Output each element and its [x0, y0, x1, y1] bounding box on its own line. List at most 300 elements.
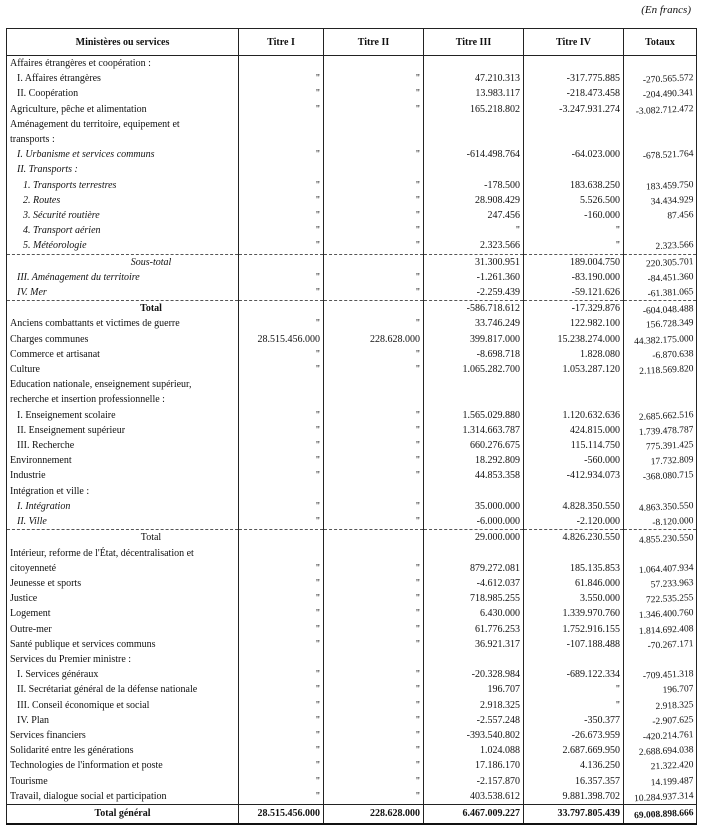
- titre-2-value: ": [324, 606, 424, 621]
- titre-4-value: 9.881.398.702: [524, 789, 624, 805]
- row-label: Services financiers: [7, 728, 239, 743]
- titre-2-value: [324, 254, 424, 270]
- row-label: I. Enseignement scolaire: [7, 408, 239, 423]
- titre-3-value: -1.261.360: [424, 270, 524, 285]
- titre-1-value: ": [239, 208, 324, 223]
- titre-3-value: 1.024.088: [424, 743, 524, 758]
- table-row: [7, 774, 697, 789]
- row-label: IV. Mer: [7, 285, 239, 301]
- row-label: Sous-total: [7, 254, 239, 270]
- row-label: IV. Plan: [7, 713, 239, 728]
- titre-4-value: -350.377: [524, 713, 624, 728]
- row-label: Outre-mer: [7, 622, 239, 637]
- total-value: -204.490.341: [623, 86, 697, 105]
- titre-4-value: ": [524, 238, 624, 254]
- titre-3-value: 28.908.429: [424, 193, 524, 208]
- titre-1-value: ": [239, 682, 324, 697]
- titre-4-value: 4.826.230.550: [524, 530, 624, 546]
- row-label: 1. Transports terrestres: [7, 178, 239, 193]
- titre-1-value: ": [239, 713, 324, 728]
- titre-2-value: ": [324, 667, 424, 682]
- header-row: [7, 29, 697, 56]
- titre-1-value: ": [239, 789, 324, 805]
- titre-2-value: [324, 132, 424, 147]
- titre-3-value: -8.698.718: [424, 347, 524, 362]
- titre-3-value: 165.218.802: [424, 102, 524, 117]
- row-label: citoyenneté: [7, 561, 239, 576]
- titre-1-value: [239, 530, 324, 546]
- total-value: 1.739.478.787: [623, 423, 697, 442]
- titre-2-value: ": [324, 789, 424, 805]
- titre-4-value: 115.114.750: [524, 438, 624, 453]
- titre-4-value: 189.004.750: [524, 254, 624, 270]
- titre-1-value: [239, 162, 324, 177]
- total-value: 4.855.230.550: [623, 530, 697, 550]
- row-label: Total: [7, 301, 239, 317]
- titre-4-value: 5.526.500: [524, 193, 624, 208]
- titre-2-value: ": [324, 285, 424, 301]
- titre-1-value: ": [239, 514, 324, 530]
- table-row: [7, 423, 697, 438]
- header-titre-2: Titre II: [324, 29, 424, 56]
- table-row: [7, 347, 697, 362]
- row-label: Industrie: [7, 468, 239, 483]
- titre-3-value: [424, 484, 524, 499]
- total-value: 44.382.175.000: [623, 332, 697, 351]
- titre-3-value: 47.210.313: [424, 71, 524, 86]
- titre-4-value: 15.238.274.000: [524, 332, 624, 347]
- titre-2-value: ": [324, 758, 424, 773]
- row-label: Aménagement du territoire, equipement et: [7, 117, 239, 132]
- table-row: [7, 682, 697, 697]
- titre-3-value: -393.540.802: [424, 728, 524, 743]
- row-label: Anciens combattants et victimes de guerre: [7, 316, 239, 331]
- row-label: Tourisme: [7, 774, 239, 789]
- table-row: [7, 301, 697, 317]
- titre-3-value: 44.853.358: [424, 468, 524, 483]
- row-label: I. Affaires étrangères: [7, 71, 239, 86]
- row-label: II. Enseignement supérieur: [7, 423, 239, 438]
- titre-4-value: -560.000: [524, 453, 624, 468]
- header-titre-1: Titre I: [239, 29, 324, 56]
- table-row: [7, 71, 697, 86]
- titre-3-value: 1.065.282.700: [424, 362, 524, 377]
- table-row: [7, 223, 697, 238]
- titre-1-value: ": [239, 270, 324, 285]
- row-label: I. Intégration: [7, 499, 239, 514]
- titre-4-value: -59.121.626: [524, 285, 624, 301]
- table-row: [7, 499, 697, 514]
- titre-2-value: [324, 56, 424, 72]
- titre-4-value: [524, 392, 624, 407]
- titre-4-value: 3.550.000: [524, 591, 624, 606]
- titre-1-value: ": [239, 362, 324, 377]
- titre-4-value: 1.339.970.760: [524, 606, 624, 621]
- titre-2-value: [324, 301, 424, 317]
- titre-3-value: 33.746.249: [424, 316, 524, 331]
- titre-4-value: 1.120.632.636: [524, 408, 624, 423]
- titre-2-value: ": [324, 316, 424, 331]
- table-row: [7, 270, 697, 285]
- row-label: Agriculture, pêche et alimentation: [7, 102, 239, 117]
- titre-2-value: ": [324, 637, 424, 652]
- total-value: -709.451.318: [623, 667, 697, 686]
- row-label: Intégration et ville :: [7, 484, 239, 499]
- titre-1-value: ": [239, 591, 324, 606]
- titre-1-value: ": [239, 408, 324, 423]
- total-value: -604.048.488: [623, 301, 697, 321]
- total-value: -6.870.638: [623, 347, 697, 366]
- titre-3-value: 35.000.000: [424, 499, 524, 514]
- row-label: I. Urbanisme et services communs: [7, 147, 239, 162]
- titre-1-value: ": [239, 178, 324, 193]
- table-row: [7, 652, 697, 667]
- total-value: 2.688.694.038: [623, 743, 697, 762]
- total-value: 1.346.400.760: [623, 606, 697, 625]
- titre-1-value: ": [239, 316, 324, 331]
- total-value: -3.082.712.472: [623, 102, 697, 121]
- row-label: Affaires étrangères et coopération :: [7, 56, 239, 72]
- titre-3-value: -2.259.439: [424, 285, 524, 301]
- row-label: recherche et insertion professionnelle :: [7, 392, 239, 407]
- titre-3-value: 61.776.253: [424, 622, 524, 637]
- table-row: [7, 453, 697, 468]
- table-row: [7, 667, 697, 682]
- titre-1-value: ": [239, 667, 324, 682]
- table-row: [7, 530, 697, 546]
- row-label: 2. Routes: [7, 193, 239, 208]
- titre-4-value: -17.329.876: [524, 301, 624, 317]
- titre-4-value: ": [524, 682, 624, 697]
- titre-3-value: 879.272.081: [424, 561, 524, 576]
- titre-3-value: 718.985.255: [424, 591, 524, 606]
- titre-3-value: 2.323.566: [424, 238, 524, 254]
- titre-2-value: ": [324, 576, 424, 591]
- titre-4-value: ": [524, 698, 624, 713]
- titre-1-value: ": [239, 468, 324, 483]
- titre-2-value: [324, 530, 424, 546]
- table-row: [7, 468, 697, 483]
- titre-2-value: [324, 117, 424, 132]
- row-label: Total: [7, 530, 239, 546]
- titre-1-value: ": [239, 438, 324, 453]
- titre-4-value: 4.136.250: [524, 758, 624, 773]
- titre-1-value: ": [239, 499, 324, 514]
- titre-4-value: 122.982.100: [524, 316, 624, 331]
- titre-1-value: ": [239, 86, 324, 101]
- titre-3-value: -20.328.984: [424, 667, 524, 682]
- titre-1-value: ": [239, 285, 324, 301]
- titre-2-value: ": [324, 591, 424, 606]
- header-totals: Totaux: [624, 29, 697, 56]
- titre-4-value: -160.000: [524, 208, 624, 223]
- table-row: [7, 178, 697, 193]
- table-row: [7, 622, 697, 637]
- titre-2-value: ": [324, 453, 424, 468]
- titre-2-value: ": [324, 208, 424, 223]
- titre-2-value: ": [324, 147, 424, 162]
- titre-1-value: ": [239, 453, 324, 468]
- titre-3-value: [424, 162, 524, 177]
- table-row: [7, 546, 697, 561]
- header-ministry: Ministères ou services: [7, 29, 239, 56]
- titre-2-value: [324, 162, 424, 177]
- table-row: [7, 758, 697, 773]
- row-label: Justice: [7, 591, 239, 606]
- titre-3-value: -6.000.000: [424, 514, 524, 530]
- row-label: 3. Sécurité routière: [7, 208, 239, 223]
- titre-4-value: -26.673.959: [524, 728, 624, 743]
- titre-1-value: [239, 254, 324, 270]
- table-row: [7, 637, 697, 652]
- titre-2-value: [324, 546, 424, 561]
- table-row: [7, 698, 697, 713]
- titre-3-value: -586.718.612: [424, 301, 524, 317]
- table-row: [7, 743, 697, 758]
- total-value: 87.456: [623, 208, 697, 227]
- total-value: -70.267.171: [623, 637, 697, 656]
- titre-1-value: ": [239, 223, 324, 238]
- titre-3-value: 17.186.170: [424, 758, 524, 773]
- titre-4-value: 4.828.350.550: [524, 499, 624, 514]
- titre-3-value: 31.300.951: [424, 254, 524, 270]
- row-label: Logement: [7, 606, 239, 621]
- currency-unit: (En francs): [641, 4, 691, 16]
- titre-3-value: -2.557.248: [424, 713, 524, 728]
- table-row: [7, 408, 697, 423]
- titre-2-value: [324, 484, 424, 499]
- titre-2-value: ": [324, 423, 424, 438]
- titre-1-value: ": [239, 637, 324, 652]
- table-row: [7, 147, 697, 162]
- titre-3-value: -614.498.764: [424, 147, 524, 162]
- total-value: -678.521.764: [623, 147, 697, 166]
- titre-2-value: 228.628.000: [324, 804, 424, 824]
- titre-3-value: 247.456: [424, 208, 524, 223]
- table-row: [7, 56, 697, 72]
- titre-1-value: [239, 484, 324, 499]
- titre-3-value: 29.000.000: [424, 530, 524, 546]
- titre-2-value: ": [324, 347, 424, 362]
- titre-4-value: ": [524, 223, 624, 238]
- table-row: [7, 132, 697, 147]
- titre-2-value: ": [324, 728, 424, 743]
- titre-3-value: [424, 117, 524, 132]
- table-row: [7, 789, 697, 805]
- titre-4-value: 1.752.916.155: [524, 622, 624, 637]
- titre-2-value: [324, 377, 424, 392]
- titre-1-value: 28.515.456.000: [239, 332, 324, 347]
- titre-4-value: 33.797.805.439: [524, 804, 624, 824]
- titre-4-value: [524, 56, 624, 72]
- row-label: II. Coopération: [7, 86, 239, 101]
- titre-4-value: 183.638.250: [524, 178, 624, 193]
- table-row: [7, 102, 697, 117]
- titre-4-value: 61.846.000: [524, 576, 624, 591]
- titre-1-value: ": [239, 606, 324, 621]
- budget-table: [6, 28, 697, 825]
- total-value: 775.391.425: [623, 438, 697, 457]
- table-row: [7, 316, 697, 331]
- titre-3-value: 36.921.317: [424, 637, 524, 652]
- titre-2-value: ": [324, 86, 424, 101]
- table-row: [7, 362, 697, 377]
- total-value: 4.863.350.550: [623, 499, 697, 518]
- total-value: 17.732.809: [623, 453, 697, 472]
- total-value: -61.381.065: [623, 285, 697, 305]
- header-titre-4: Titre IV: [524, 29, 624, 56]
- table-row: [7, 728, 697, 743]
- titre-4-value: [524, 132, 624, 147]
- row-label: Technologies de l'information et poste: [7, 758, 239, 773]
- total-value: 1.064.407.934: [623, 561, 697, 580]
- total-value: -8.120.000: [623, 514, 697, 534]
- titre-2-value: ": [324, 238, 424, 254]
- titre-2-value: ": [324, 499, 424, 514]
- titre-2-value: ": [324, 223, 424, 238]
- row-label: III. Recherche: [7, 438, 239, 453]
- total-value: -270.565.572: [623, 71, 697, 90]
- titre-4-value: [524, 162, 624, 177]
- table-row: [7, 208, 697, 223]
- row-label: II. Transports :: [7, 162, 239, 177]
- titre-2-value: ": [324, 102, 424, 117]
- titre-4-value: 1.828.080: [524, 347, 624, 362]
- titre-2-value: ": [324, 408, 424, 423]
- titre-1-value: [239, 377, 324, 392]
- row-label: Education nationale, enseignement supérieur,: [7, 377, 239, 392]
- titre-1-value: ": [239, 561, 324, 576]
- total-value: -368.080.715: [623, 468, 697, 487]
- total-value: -2.907.625: [623, 713, 697, 732]
- titre-3-value: [424, 652, 524, 667]
- row-label: Jeunesse et sports: [7, 576, 239, 591]
- table-row: [7, 238, 697, 254]
- titre-3-value: -178.500: [424, 178, 524, 193]
- titre-4-value: [524, 546, 624, 561]
- total-value: 2.918.325: [623, 698, 697, 717]
- titre-3-value: [424, 132, 524, 147]
- row-label: Charges communes: [7, 332, 239, 347]
- titre-2-value: ": [324, 270, 424, 285]
- table-row: [7, 606, 697, 621]
- row-label: Santé publique et services communs: [7, 637, 239, 652]
- total-value: -420.214.761: [623, 728, 697, 747]
- row-label: II. Secrétariat général de la défense nationale: [7, 682, 239, 697]
- titre-1-value: [239, 392, 324, 407]
- titre-2-value: ": [324, 713, 424, 728]
- titre-1-value: ": [239, 622, 324, 637]
- titre-1-value: [239, 546, 324, 561]
- table-row: [7, 392, 697, 407]
- titre-1-value: ": [239, 347, 324, 362]
- titre-4-value: [524, 117, 624, 132]
- titre-4-value: -64.023.000: [524, 147, 624, 162]
- table-row: [7, 193, 697, 208]
- total-value: 722.535.255: [623, 591, 697, 610]
- total-value: 57.233.963: [623, 576, 697, 595]
- titre-4-value: [524, 652, 624, 667]
- titre-4-value: 1.053.287.120: [524, 362, 624, 377]
- table-row: [7, 285, 697, 301]
- table-row: [7, 117, 697, 132]
- titre-2-value: ": [324, 193, 424, 208]
- titre-1-value: ": [239, 576, 324, 591]
- titre-4-value: 2.687.669.950: [524, 743, 624, 758]
- titre-1-value: ": [239, 758, 324, 773]
- titre-1-value: [239, 117, 324, 132]
- titre-3-value: 13.983.117: [424, 86, 524, 101]
- titre-3-value: -4.612.037: [424, 576, 524, 591]
- titre-2-value: ": [324, 561, 424, 576]
- titre-4-value: -218.473.458: [524, 86, 624, 101]
- titre-3-value: 2.918.325: [424, 698, 524, 713]
- row-label: II. Ville: [7, 514, 239, 530]
- total-value: 1.814.692.408: [623, 622, 697, 641]
- titre-3-value: 1.314.663.787: [424, 423, 524, 438]
- total-value: 220.305.701: [623, 254, 697, 274]
- table-row: [7, 332, 697, 347]
- titre-2-value: ": [324, 178, 424, 193]
- row-label: transports :: [7, 132, 239, 147]
- titre-3-value: [424, 392, 524, 407]
- titre-4-value: 16.357.357: [524, 774, 624, 789]
- titre-2-value: ": [324, 622, 424, 637]
- total-value: 183.459.750: [623, 178, 697, 197]
- titre-2-value: ": [324, 698, 424, 713]
- titre-2-value: ": [324, 71, 424, 86]
- titre-1-value: [239, 132, 324, 147]
- titre-3-value: 6.467.009.227: [424, 804, 524, 824]
- total-value: 34.434.929: [623, 193, 697, 212]
- titre-2-value: [324, 652, 424, 667]
- titre-2-value: ": [324, 468, 424, 483]
- table-row: [7, 561, 697, 576]
- titre-2-value: ": [324, 774, 424, 789]
- titre-4-value: -689.122.334: [524, 667, 624, 682]
- titre-4-value: -83.190.000: [524, 270, 624, 285]
- row-label: Travail, dialogue social et participation: [7, 789, 239, 805]
- titre-3-value: 6.430.000: [424, 606, 524, 621]
- table-row: [7, 591, 697, 606]
- titre-4-value: 424.815.000: [524, 423, 624, 438]
- titre-2-value: [324, 392, 424, 407]
- titre-1-value: [239, 652, 324, 667]
- total-value: 69.008.898.666: [623, 804, 697, 827]
- table-row: [7, 514, 697, 530]
- titre-1-value: ": [239, 728, 324, 743]
- row-label: Culture: [7, 362, 239, 377]
- titre-4-value: 185.135.853: [524, 561, 624, 576]
- total-value: 14.199.487: [623, 774, 697, 793]
- titre-1-value: ": [239, 193, 324, 208]
- grand-total-row: [7, 804, 697, 824]
- titre-3-value: ": [424, 223, 524, 238]
- titre-3-value: 196.707: [424, 682, 524, 697]
- table-row: [7, 713, 697, 728]
- table-row: [7, 162, 697, 177]
- titre-2-value: ": [324, 743, 424, 758]
- table-row: [7, 254, 697, 270]
- table-row: [7, 377, 697, 392]
- titre-3-value: 399.817.000: [424, 332, 524, 347]
- titre-4-value: -412.934.073: [524, 468, 624, 483]
- titre-4-value: -107.188.488: [524, 637, 624, 652]
- titre-2-value: ": [324, 438, 424, 453]
- total-value: 2.685.662.516: [623, 408, 697, 427]
- total-value: 10.284.937.314: [623, 789, 697, 809]
- titre-1-value: ": [239, 423, 324, 438]
